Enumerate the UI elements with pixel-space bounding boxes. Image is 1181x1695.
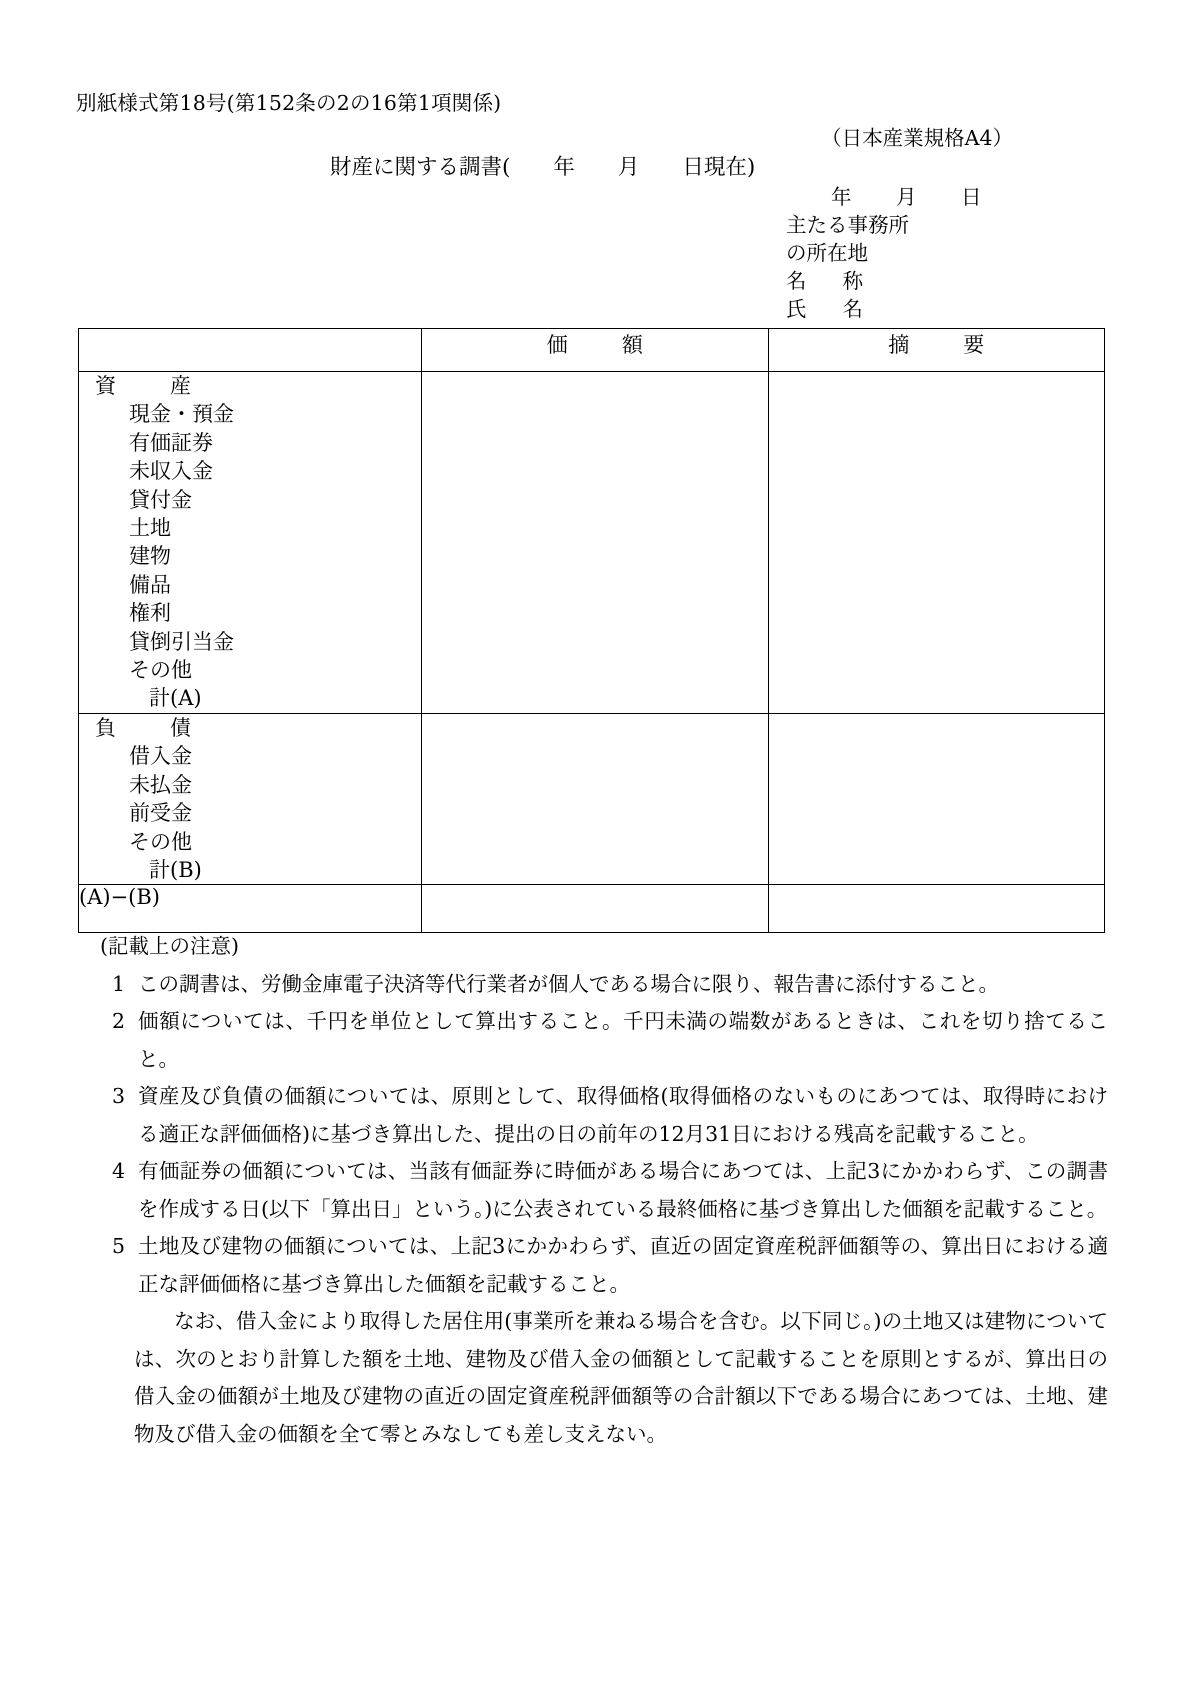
difference-row	[79, 885, 1105, 933]
notes-section	[78, 928, 1108, 1453]
list-item: 前受金	[129, 801, 192, 826]
list-item: その他	[129, 658, 192, 683]
office-address-label-line2: の所在地	[786, 241, 868, 265]
property-statement-table	[78, 328, 1105, 933]
note-number: 2	[112, 1009, 126, 1033]
month-label: 月	[896, 185, 917, 209]
note-number: 1	[112, 971, 126, 996]
list-item: 権利	[129, 601, 171, 626]
note-item	[78, 1078, 1108, 1153]
notes-title: (記載上の注意)	[100, 934, 239, 958]
difference-note-cell[interactable]	[768, 885, 1104, 933]
note-item	[78, 1153, 1108, 1228]
list-item: 備品	[129, 572, 171, 597]
note-number: 4	[112, 1159, 126, 1183]
note-item	[78, 966, 1108, 1004]
table-header-row	[79, 329, 1105, 372]
page-title: 財産に関する調書( 年 月 日現在)	[330, 155, 756, 180]
column-header-item	[79, 329, 422, 372]
note-text: 土地及び建物の価額については、上記3にかかわらず、直近の固定資産税評価額等の、算出日における適正な評価価格に基づき算出した価額を記載すること。	[138, 1234, 1108, 1296]
difference-value-cell[interactable]	[422, 885, 768, 933]
difference-label: (A)−(B)	[79, 885, 422, 933]
list-item: 土地	[129, 516, 171, 541]
assets-value-cell[interactable]	[422, 372, 768, 714]
list-item: 現金・預金	[129, 402, 234, 427]
note-number: 5	[112, 1234, 126, 1258]
note-addendum-text: なお、借入金により取得した居住用(事業所を兼ねる場合を含む。以下同じ。)の土地又は建物については、次のとおり計算した額を土地、建物及び借入金の価額として記載することを原則とするが、算出日の借入金の価額が土地及び建物の直近の固定資産税評価額等の合計額以下である場合にあつては、土地、建物及び借入金の価額を全て零とみなしても差し支えない。	[134, 1309, 1108, 1446]
day-label: 日	[961, 185, 982, 209]
person-name-label: 氏 名	[786, 297, 863, 321]
note-text: 資産及び負債の価額については、原則として、取得価格(取得価格のないものにあつては、取得時における適正な評価価格)に基づき算出した、提出の日の前年の12月31日における残高を記載すること。	[138, 1084, 1108, 1146]
liabilities-section-row	[79, 713, 1105, 884]
list-item: 貸倒引当金	[129, 629, 234, 654]
list-item: 建物	[129, 544, 171, 569]
note-text: この調書は、労働金庫電子決済等代行業者が個人である場合に限り、報告書に添付すること。	[138, 971, 999, 996]
liabilities-total-label: 計(B)	[149, 857, 202, 882]
list-item: 借入金	[129, 744, 192, 769]
note-number: 3	[112, 1084, 126, 1108]
liabilities-heading: 負 債	[95, 715, 191, 740]
liabilities-note-cell[interactable]	[768, 713, 1104, 884]
note-item	[78, 1003, 1108, 1078]
list-item: 未収入金	[129, 459, 213, 484]
assets-item-list	[79, 372, 422, 714]
paper-size-note: （日本産業規格A4）	[821, 126, 1013, 150]
liabilities-value-cell[interactable]	[422, 713, 768, 884]
list-item: 貸付金	[129, 487, 192, 512]
submitter-meta-block	[786, 183, 982, 323]
assets-note-cell[interactable]	[768, 372, 1104, 714]
list-item: 有価証券	[129, 430, 213, 455]
assets-section-row	[79, 372, 1105, 714]
year-label: 年	[831, 185, 852, 209]
assets-total-label: 計(A)	[149, 686, 202, 711]
entity-name-label: 名 称	[786, 269, 863, 293]
submission-date-row	[786, 183, 982, 211]
note-addendum	[78, 1303, 1108, 1453]
form-code: 別紙様式第18号(第152条の2の16第1項関係)	[76, 91, 502, 115]
note-text: 有価証券の価額については、当該有価証券に時価がある場合にあつては、上記3にかかわらず、この調書を作成する日(以下「算出日」という。)に公表されている最終価格に基づき算出した価額を記載すること。	[138, 1159, 1108, 1221]
office-address-label-line1: 主たる事務所	[786, 213, 909, 237]
list-item: 未払金	[129, 772, 192, 797]
column-header-value: 価 額	[422, 329, 768, 372]
column-header-note: 摘 要	[768, 329, 1104, 372]
assets-heading: 資 産	[95, 374, 191, 398]
list-item: その他	[129, 829, 192, 854]
note-item	[78, 1228, 1108, 1303]
note-text: 価額については、千円を単位として算出すること。千円未満の端数があるときは、これを切り捨てること。	[138, 1009, 1108, 1071]
liabilities-item-list	[79, 713, 422, 884]
